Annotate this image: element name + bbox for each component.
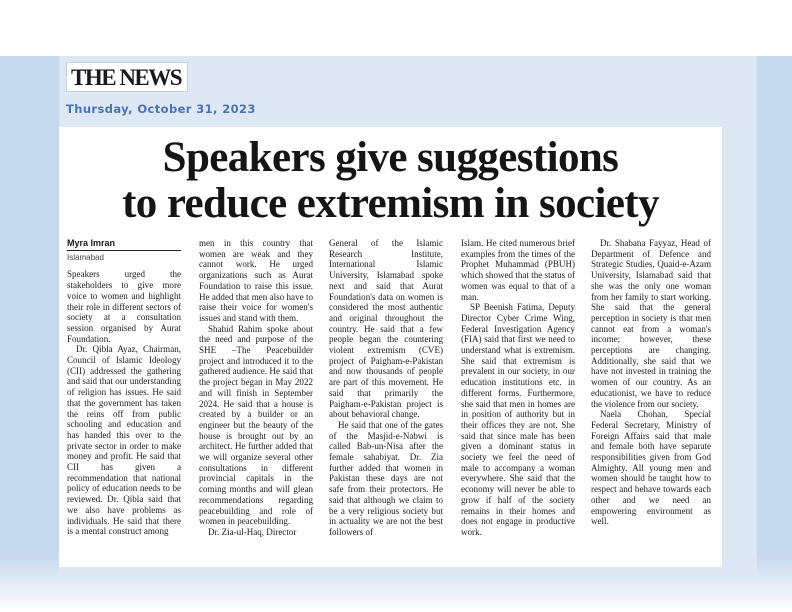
paragraph: SP Beenish Fatima, Deputy Director Cyber Crime Wing, Federal Investigation Agency (FIA) said that first we need to understand what is extremism. She said that extremism is prevalent in our society, in our education institutions etc. in different forms. Furthermore, she said that men in homes are in position of authority but in their offices they are not. She said that since male has been given a dominant status in society we feel the need of male to accompany a woman everywhere. She said that the economy will never be able to grow if half of the society remains in their homes and does not engage in productive work. bbox=[461, 302, 575, 537]
byline: Myra Imran bbox=[67, 238, 181, 251]
article-column-4 bbox=[461, 238, 575, 566]
paragraph: Dr. Qibla Ayaz, Chairman, Council of Islamic Ideology (CII) addressed the gathering and said that our understanding of religion has issues. He said that the government has taken the reins off from public schooling and education and has handed this over to the private sector in order to make money and profit. He said that CII has given a recommendation that national policy of education needs to be reviewed. Dr. Qibla said that we also have problems as individuals. He said that there is a mental construct among bbox=[67, 344, 181, 537]
paragraph: Naela Chohan, Special Federal Secretary, Ministry of Foreign Affairs said that male and female both have separate responsibilities given from God Almighty. All young men and women should be taught how to respect and behave towards each other and we need an empowering environment as well. bbox=[591, 409, 711, 527]
newspaper-clipping bbox=[59, 127, 722, 567]
article-column-1 bbox=[67, 238, 181, 566]
paragraph: He said that one of the gates of the Masjid-e-Nabwi is called Bab-un-Nisa after the female sahabiyat. Dr. Zia further added that women in Pakistan these days are not safe from their protectors. He said that although we claim to be a very religious society but in actuality we are not the best followers of bbox=[329, 419, 443, 537]
paragraph: Dr. Zia-ul-Haq, Director bbox=[208, 526, 297, 537]
article-column-3 bbox=[329, 238, 443, 566]
publication-date: Thursday, October 31, 2023 bbox=[66, 102, 256, 116]
article-column-2 bbox=[199, 238, 313, 566]
masthead-logo bbox=[66, 62, 188, 92]
paragraph: Dr. Shabana Fayyaz, Head of Department of Defence and Strategic Studies, Quaid-e-Azam University, Islamabad said that she was the only one woman from her family to start working. She said that the general perception in society is that men cannot eat from a woman's income; however, these perceptions are changing. Additionally, she said that we have not invested in training the women of our country. As an educationist, we have to reduce the violence from our society. bbox=[591, 238, 711, 409]
masthead-logo-text: THE NEWS bbox=[71, 65, 182, 90]
paragraph: Shahid Rahim spoke about the need and purpose of the SHE –The Peacebuilder project and introduced it to the gathered audience. He said that the project began in May 2022 and will finish in September 2024. He said that a house is created by a builder or an engineer but the beauty of the house is brought out by an architect. He further added that we will organize several other consultations in different provincial capitals in the coming months and will glean recommendations regarding peacebuilding and role of women in peacebuilding. bbox=[199, 323, 313, 527]
dateline: Islamabad bbox=[67, 252, 104, 262]
paragraph: Islam. He cited numerous brief examples from the times of the Prophet Muhammad (PBUH) which showed that the status of women was equal to that of a man. bbox=[461, 238, 575, 302]
article-column-5 bbox=[591, 238, 711, 566]
paragraph: men in this country that women are weak and they cannot work. He urged organizations such as Aurat Foundation to raise this issue. He added that men also have to raise their voice for women's issues and stand with them. bbox=[199, 238, 313, 323]
headline-line-1: Speakers give suggestions bbox=[162, 134, 619, 181]
paragraph: General of the Islamic Research Institute, International Islamic University, Islamabad spoke next and said that Aurat Foundation's data on women is considered the most authentic and original throughout the country. He said that a few people began the countering violent extremism (CVE) project of Paigham-e-Pakistan and now thousands of people are part of this movement. He said that primarily the Paigham-e-Pakistan project is about behavioral change. bbox=[329, 238, 443, 420]
headline-line-2: to reduce extremism in society bbox=[122, 180, 659, 227]
paragraph: Speakers urged the stakeholders to give more voice to women and highlight their role in different sectors of society at a consultation session organised by Aurat Foundation. bbox=[67, 269, 181, 344]
